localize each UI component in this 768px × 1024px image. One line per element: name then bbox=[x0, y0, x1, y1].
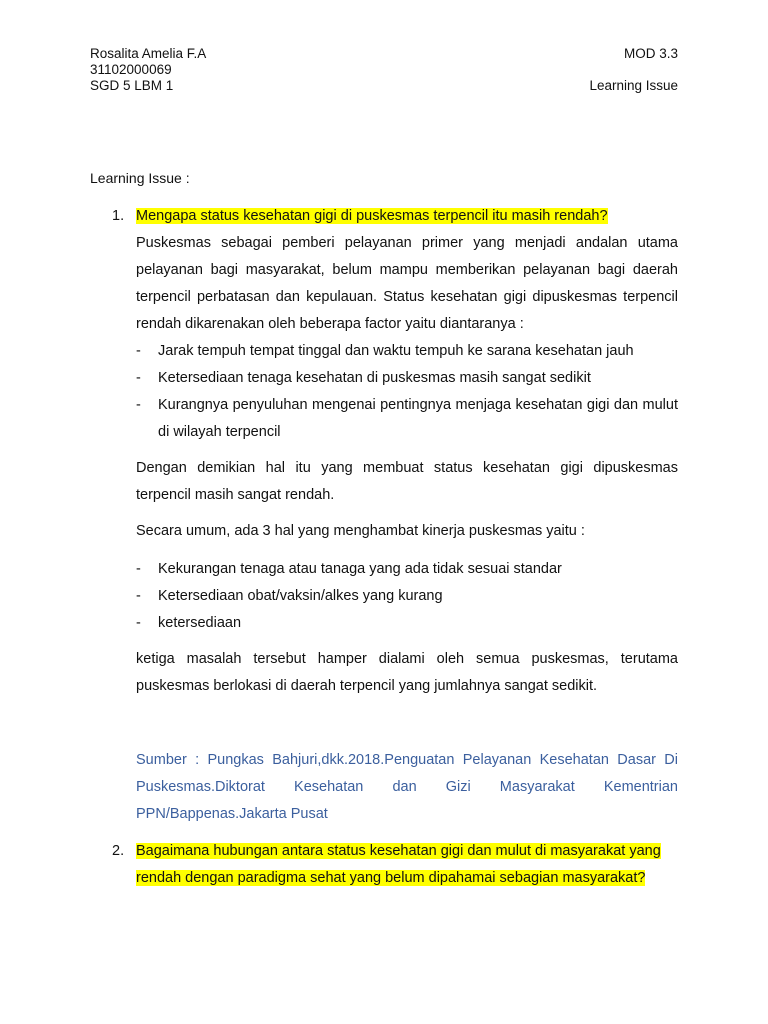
q1-source-citation: Sumber : Pungkas Bahjuri,dkk.2018.Penguatan Pelayanan Kesehatan Dasar Di Puskesmas.Diktorat Kesehatan dan Gizi Masyarakat Kementrian PPN/Bappenas.Jakarta Pusat bbox=[136, 752, 678, 822]
learning-issue-heading: Learning Issue : bbox=[90, 170, 190, 186]
obstacle-text: Kekurangan tenaga atau tanaga yang ada tidak sesuai standar bbox=[158, 561, 562, 577]
obstacles-intro: Secara umum, ada 3 hal yang menghambat kinerja puskesmas yaitu : bbox=[136, 523, 585, 539]
bullet-dash: - bbox=[136, 615, 141, 631]
question-1 bbox=[112, 203, 608, 230]
q1-intro-paragraph: Puskesmas sebagai pemberi pelayanan primer yang menjadi andalan utama pelayanan bagi masyarakat, belum mampu memberikan pelayanan bagi daerah terpencil perbatasan dan kepulauan. Status kesehatan gigi dipuskesmas terpencil rendah dikarenakan oleh beberapa factor yaitu diantaranya : bbox=[136, 235, 678, 332]
bullet-dash: - bbox=[136, 370, 141, 386]
question-2 bbox=[112, 838, 682, 886]
bullet-dash: - bbox=[136, 561, 141, 577]
bullet-dash: - bbox=[136, 343, 141, 359]
obstacle-text: ketersediaan bbox=[158, 615, 242, 631]
question-1-number: 1. bbox=[112, 208, 125, 224]
bullet-dash: - bbox=[136, 588, 141, 604]
question-2-number: 2. bbox=[112, 843, 125, 859]
factor-text: Ketersediaan tenaga kesehatan di puskesmas masih sangat sedikit bbox=[158, 370, 591, 386]
question-1-text: Mengapa status kesehatan gigi di puskesmas terpencil itu masih rendah? bbox=[136, 208, 608, 224]
student-id: 31102000069 bbox=[90, 62, 172, 77]
factor-text: Jarak tempuh tempat tinggal dan waktu tempuh ke sarana kesehatan jauh bbox=[158, 343, 634, 359]
author-name: Rosalita Amelia F.A bbox=[90, 46, 207, 61]
obstacle-text: Ketersediaan obat/vaksin/alkes yang kurang bbox=[158, 588, 443, 604]
q1-conclusion-paragraph: Dengan demikian hal itu yang membuat status kesehatan gigi dipuskesmas terpencil masih sangat rendah. bbox=[136, 460, 678, 503]
q1-closing-paragraph: ketiga masalah tersebut hamper dialami oleh semua puskesmas, terutama puskesmas berlokasi di daerah terpencil yang jumlahnya sangat sedikit. bbox=[136, 651, 678, 694]
doc-type-label: Learning Issue bbox=[589, 78, 678, 93]
header-left bbox=[90, 46, 206, 94]
question-2-text: Bagaimana hubungan antara status kesehatan gigi dan mulut di masyarakat yang rendah dengan paradigma sehat yang belum dipahamai sebagian masyarakat? bbox=[136, 843, 661, 886]
module-label: MOD 3.3 bbox=[623, 46, 678, 61]
bullet-dash: - bbox=[136, 397, 141, 413]
factor-text: Kurangnya penyuluhan mengenai pentingnya menjaga kesehatan gigi dan mulut di wilayah terpencil bbox=[158, 397, 678, 440]
group-label: SGD 5 LBM 1 bbox=[90, 78, 174, 93]
